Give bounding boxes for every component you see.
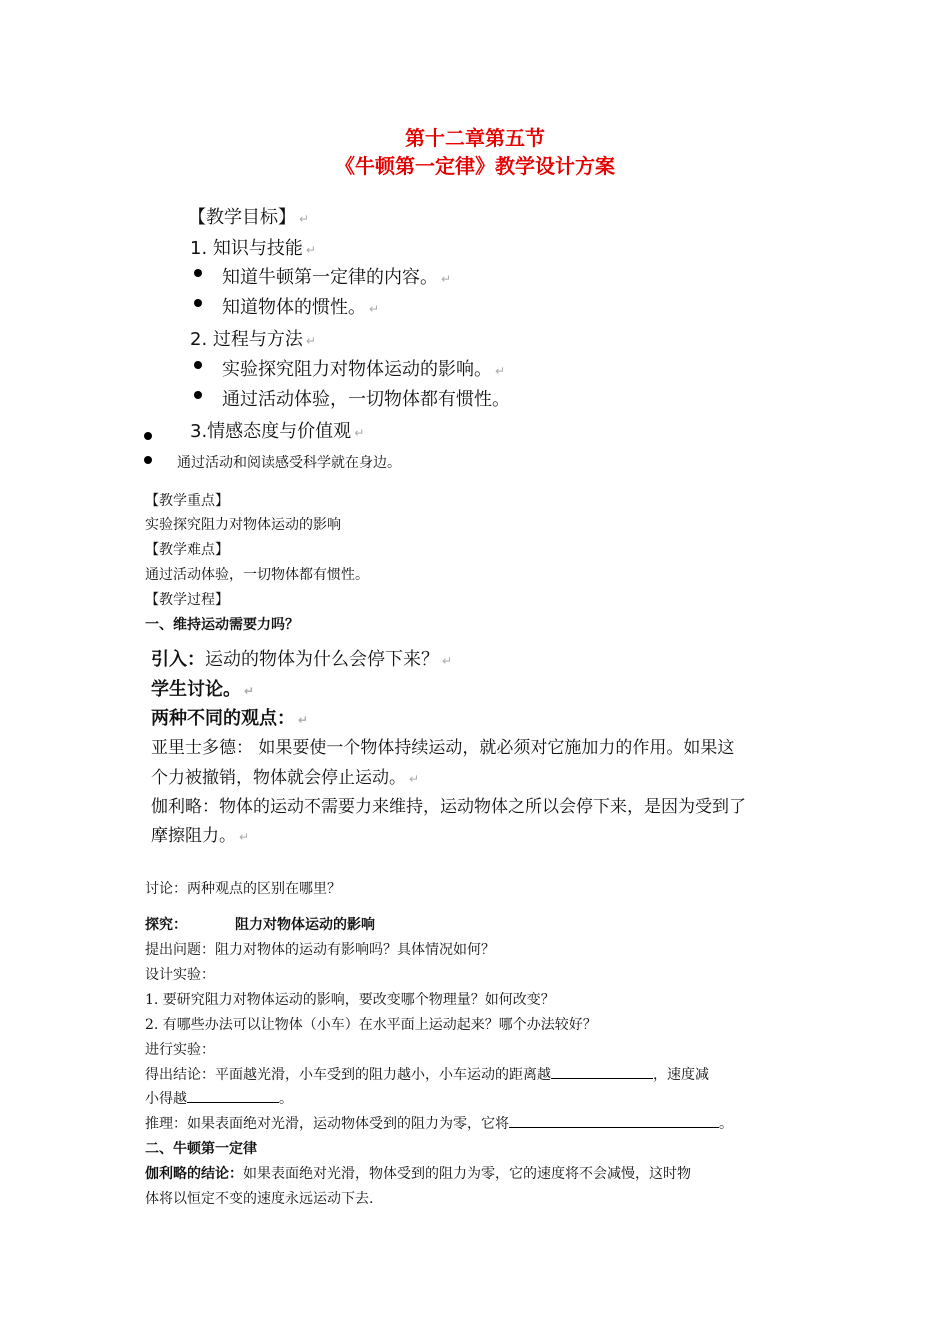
design-item-2: 2. 有哪些办法可以让物体（小车）在水平面上运动起来？哪个办法较好？ bbox=[145, 1017, 597, 1033]
conduct-heading: 进行实验： bbox=[145, 1042, 215, 1058]
bullet-icon bbox=[194, 361, 202, 369]
question-line: 提出问题：阻力对物体的运动有影响吗？具体情况如何？ bbox=[145, 942, 495, 958]
section-2-heading: 二、牛顿第一定律 bbox=[145, 1141, 257, 1157]
bullet-icon bbox=[194, 269, 202, 277]
objectives-heading: 【教学目标】 ↵ bbox=[188, 207, 310, 228]
objective-3-bullet-1: 通过活动和阅读感受科学就在身边。 bbox=[177, 455, 401, 471]
galileo-line-1: 伽利略：物体的运动不需要力来维持，运动物体之所以会停下来，是因为受到了 bbox=[151, 797, 746, 817]
aristotle-line-1: 亚里士多德： 如果要使一个物体持续运动，就必须对它施加力的作用。如果这 bbox=[151, 738, 735, 758]
return-mark-icon: ↵ bbox=[239, 830, 250, 844]
answer-blank[interactable] bbox=[187, 1088, 279, 1103]
difficulty-heading: 【教学难点】 bbox=[145, 542, 229, 558]
galileo-conclusion-line-1: 伽利略的结论：如果表面绝对光滑，物体受到的阻力为零，它的速度将不会减慢，这时物 bbox=[145, 1166, 691, 1182]
conclusion-line-2: 小得越 。 bbox=[145, 1088, 293, 1108]
galileo-line-2: 摩擦阻力。 ↵ bbox=[151, 826, 250, 846]
return-mark-icon: ↵ bbox=[244, 684, 255, 698]
title-line-1: 第十二章第五节 bbox=[405, 126, 545, 150]
explore-label: 探究： bbox=[145, 917, 187, 933]
objective-2: 2. 过程与方法 ↵ bbox=[190, 329, 316, 350]
discussion-question: 讨论：两种观点的区别在哪里？ bbox=[145, 881, 341, 897]
process-heading: 【教学过程】 bbox=[145, 592, 229, 608]
answer-blank[interactable] bbox=[509, 1113, 719, 1128]
objective-2-bullet-1: 实验探究阻力对物体运动的影响。 ↵ bbox=[222, 359, 506, 380]
answer-blank[interactable] bbox=[551, 1064, 653, 1079]
return-mark-icon: ↵ bbox=[305, 334, 316, 348]
return-mark-icon: ↵ bbox=[442, 654, 453, 668]
return-mark-icon: ↵ bbox=[298, 713, 309, 727]
title-line-2: 《牛顿第一定律》教学设计方案 bbox=[335, 154, 615, 178]
section-1-heading: 一、维持运动需要力吗？ bbox=[145, 617, 299, 633]
return-mark-icon: ↵ bbox=[409, 772, 420, 786]
conclusion-line-1: 得出结论：平面越光滑，小车受到的阻力越小，小车运动的距离越 ，速度减 bbox=[145, 1064, 709, 1084]
intro-line: 引入：运动的物体为什么会停下来？ ↵ bbox=[151, 649, 453, 670]
objective-1: 1. 知识与技能 ↵ bbox=[190, 238, 316, 259]
objective-2-bullet-2: 通过活动体验，一切物体都有惯性。 bbox=[222, 389, 510, 410]
bullet-icon bbox=[144, 456, 152, 464]
objective-1-bullet-1: 知道牛顿第一定律的内容。 ↵ bbox=[222, 267, 452, 288]
key-points-text: 实验探究阻力对物体运动的影响 bbox=[145, 517, 341, 533]
return-mark-icon: ↵ bbox=[495, 364, 506, 378]
explore-topic: 阻力对物体运动的影响 bbox=[235, 917, 375, 933]
design-heading: 设计实验： bbox=[145, 967, 215, 983]
objective-3: 3.情感态度与价值观 ↵ bbox=[190, 421, 365, 442]
key-points-heading: 【教学重点】 bbox=[145, 493, 229, 509]
return-mark-icon: ↵ bbox=[305, 243, 316, 257]
student-discussion: 学生讨论。 ↵ bbox=[151, 679, 255, 700]
return-mark-icon: ↵ bbox=[441, 272, 452, 286]
return-mark-icon: ↵ bbox=[354, 426, 365, 440]
two-views: 两种不同的观点： ↵ bbox=[151, 708, 309, 729]
difficulty-text: 通过活动体验，一切物体都有惯性。 bbox=[145, 567, 369, 583]
bullet-icon bbox=[194, 391, 202, 399]
galileo-conclusion-line-2: 体将以恒定不变的速度永远运动下去. bbox=[145, 1191, 374, 1207]
aristotle-line-2: 个力被撤销，物体就会停止运动。 ↵ bbox=[151, 768, 420, 788]
inference-line: 推理：如果表面绝对光滑，运动物体受到的阻力为零，它将 。 bbox=[145, 1113, 733, 1133]
return-mark-icon: ↵ bbox=[299, 212, 310, 226]
objective-1-bullet-2: 知道物体的惯性。 ↵ bbox=[222, 297, 380, 318]
design-item-1: 1. 要研究阻力对物体运动的影响，要改变哪个物理量？如何改变？ bbox=[145, 992, 555, 1008]
bullet-icon bbox=[194, 299, 202, 307]
bullet-icon bbox=[144, 432, 152, 440]
return-mark-icon: ↵ bbox=[369, 302, 380, 316]
